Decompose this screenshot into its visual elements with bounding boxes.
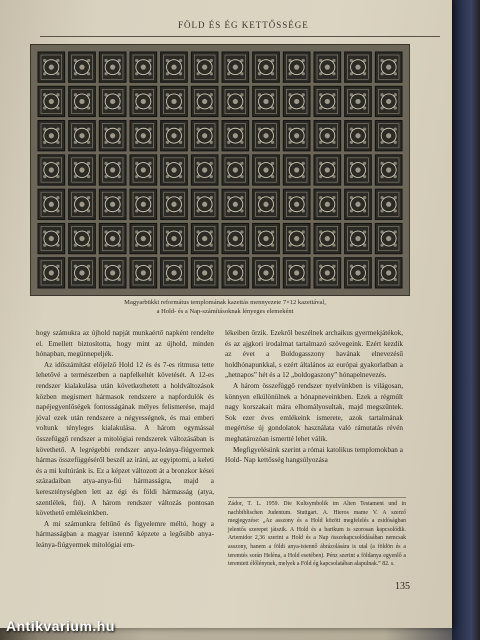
ceiling-tile — [283, 86, 310, 116]
ceiling-tile — [314, 86, 341, 116]
paragraph: Megfigyelésünk szerint a római katolikus templomokban a Hold- Nap kettősség hangsúlyozása — [225, 445, 403, 465]
ceiling-tile — [99, 189, 126, 219]
ceiling-tile — [283, 155, 310, 185]
ceiling-tile — [99, 155, 126, 185]
ceiling-tile — [38, 223, 65, 253]
ceiling-tile — [222, 258, 249, 288]
ceiling-tile — [161, 155, 188, 185]
ceiling-tile — [375, 223, 402, 253]
ceiling-tile — [130, 121, 157, 151]
ceiling-tile — [69, 258, 96, 288]
ceiling-tile — [69, 86, 96, 116]
ceiling-tile — [253, 223, 280, 253]
ceiling-tile — [314, 258, 341, 288]
ceiling-tile — [99, 86, 126, 116]
ceiling-tile — [161, 86, 188, 116]
ceiling-tile — [253, 86, 280, 116]
ceiling-tile — [314, 121, 341, 151]
caption-line-1: Magyarbükki református templomának kazettás mennyezete 7×12 kazettával, — [124, 299, 326, 306]
left-text-column — [36, 328, 214, 550]
ceiling-tile — [38, 189, 65, 219]
ceiling-tile — [161, 223, 188, 253]
ceiling-tile — [130, 52, 157, 82]
ceiling-tile — [191, 189, 218, 219]
ceiling-tile — [253, 189, 280, 219]
ceiling-tile — [191, 86, 218, 116]
ceiling-tile — [130, 258, 157, 288]
footnote — [228, 497, 406, 569]
ceiling-tile — [345, 189, 372, 219]
ceiling-tile — [99, 121, 126, 151]
ceiling-tile — [69, 155, 96, 185]
ceiling-tile — [283, 189, 310, 219]
ceiling-tile — [283, 121, 310, 151]
ceiling-tile — [191, 52, 218, 82]
ceiling-tile — [161, 52, 188, 82]
paragraph: Az időszámítást előjelző Hold 12 és és 7-es ritmusa tette lehetővé a természetben a napfelkeltét követését. A 12-es rendszer kialakulása után következhetett a holdváltozások közben megismert hármasok rendszere a napfordulók és napéjegyenlőségek fontosságának mélyes felismerése, majd jóval ezek után rendszere a négyességnek, és mai emberi voltunk tényleges kialakulása. A három egymással összefüggő rendszer a mitológiai rendszerek változásában is követhető. A legrégebbi rendszer anya-leánya-fiúgyermek hármas összefüggéséről beszél az iráni, az egyiptomi, a keleti és a mi kultúránk is. Ez a képzet változott át a bronzkor kései századaiban atya-anya-fiú hármasságra, majd a kereszténységben lett az égi és földi hármasság (atya, szentlélek, fiú). A három rendszer változás pontosan követhető emlékeinkben. — [36, 360, 214, 518]
ceiling-tile — [375, 52, 402, 82]
running-header — [40, 20, 440, 37]
paragraph: hogy számukra az újhold napját munkaértő napként rendelte el. Emellett biztosította, hogy mint az újhold, minden hónapban, megünnepeljék. — [36, 329, 214, 359]
right-text-column — [225, 328, 403, 466]
ceiling-tile — [345, 258, 372, 288]
book-spine — [452, 0, 480, 640]
ceiling-tile — [283, 223, 310, 253]
ceiling-tile — [161, 258, 188, 288]
paragraph: A három összefüggő rendszer nyelvünkben is világosan, könnyen elkülönülnek a hónapneveinkben. Ezek a régmúlt nagy korszakait mára elhomályosultak, majd megszűntek. Sok ezer éves emlékeink ismerete, azok tartalmának megértése új gondolatok használata való rámutatás révén meghatározóan ismertté lehet válik. — [225, 381, 403, 443]
ceiling-tile — [345, 86, 372, 116]
ceiling-tile — [130, 86, 157, 116]
ceiling-tile — [375, 86, 402, 116]
ceiling-tile — [69, 52, 96, 82]
ceiling-tile — [38, 52, 65, 82]
ceiling-tile — [222, 52, 249, 82]
ceiling-tile — [69, 121, 96, 151]
ceiling-tile — [253, 121, 280, 151]
photo-caption — [40, 298, 410, 316]
ceiling-photo — [30, 44, 410, 296]
ceiling-tile — [222, 189, 249, 219]
ceiling-tile — [99, 52, 126, 82]
paragraph: A mi számunkra feltűnő és figyelemre méltó, hogy a hármasságban a magyar istennő képzete a legősibb anya-leánya-fiúgyermek mitológiai em- — [36, 519, 214, 549]
ceiling-tile — [253, 155, 280, 185]
footnote-text: Zádor, T. L. 1959. Die Kultsymbolik im Alten Testament und in nachbiblischen Judentum. Stuttgart. A. Hieros mame V. A szerző megjegyzése: „Az asszony és a Hold között megfelelés a zsidóságban jelentős szerepet játszik. A Hold és a barikum is szorosan kapcsolódik. Artemidor 2,36 szerint a Hold és a Nap összekapcsolódásában nemcsak asszony, hanem a földi anya-istennő ábrázolására is utal (a földön és a teremtés során Heléna, a Hold esetében). Pénz szerint a földanya egyenlő a teremtett élőlénynek, melyek a Föld ég kapcsolatában alapulnak.” 82. s. — [228, 501, 406, 568]
ceiling-tile — [375, 189, 402, 219]
page-number: 135 — [395, 581, 410, 592]
ceiling-tile — [222, 155, 249, 185]
ceiling-tile — [130, 189, 157, 219]
ceiling-tile — [222, 86, 249, 116]
ceiling-tile — [283, 52, 310, 82]
ceiling-tile — [375, 121, 402, 151]
ceiling-tile — [161, 121, 188, 151]
ceiling-tile — [314, 52, 341, 82]
ceiling-tile — [99, 223, 126, 253]
header-title: FÖLD ÉS ÉG KETTŐSSÉGE — [178, 20, 309, 30]
ceiling-tile — [38, 155, 65, 185]
ceiling-tile — [345, 155, 372, 185]
ceiling-tile — [191, 258, 218, 288]
ceiling-tile — [314, 223, 341, 253]
ceiling-tile — [345, 223, 372, 253]
ceiling-tile — [69, 189, 96, 219]
ceiling-tile — [314, 189, 341, 219]
ceiling-tile — [130, 155, 157, 185]
ceiling-tile — [38, 86, 65, 116]
ceiling-tile — [345, 121, 372, 151]
ceiling-tile — [253, 52, 280, 82]
ceiling-tile — [375, 258, 402, 288]
ceiling-tile — [130, 223, 157, 253]
paragraph: lékeiben őrzik. Ezekről beszélnek archaikus gyermekjátékok, és az ajgkori irodalmat tartalmazó szövegeink. Ezért kezdik az évet a Boldogasszony havának elnevezésű holdhónapunkkal, s ezért általános az európai gyakorlatban a „hetnapos” hét és a 12 „boldogaszony” hónapelnevezés. — [225, 329, 403, 380]
ceiling-tile — [283, 258, 310, 288]
ceiling-tile — [191, 121, 218, 151]
ceiling-tile — [222, 223, 249, 253]
ceiling-tile — [99, 258, 126, 288]
ceiling-tile — [253, 258, 280, 288]
ceiling-tile — [345, 52, 372, 82]
ceiling-tile — [191, 223, 218, 253]
ceiling-tile — [38, 258, 65, 288]
ceiling-tile — [222, 121, 249, 151]
ceiling-tile — [69, 223, 96, 253]
ceiling-tile — [191, 155, 218, 185]
coffered-ceiling-icon — [31, 45, 409, 295]
caption-line-2: a Hold- és a Nap-számításoknak lényeges elemeként — [156, 308, 294, 315]
ceiling-tile — [375, 155, 402, 185]
ceiling-tile — [161, 189, 188, 219]
ceiling-tile — [314, 155, 341, 185]
watermark: Antikvarium.hu — [6, 618, 115, 634]
ceiling-tile — [38, 121, 65, 151]
